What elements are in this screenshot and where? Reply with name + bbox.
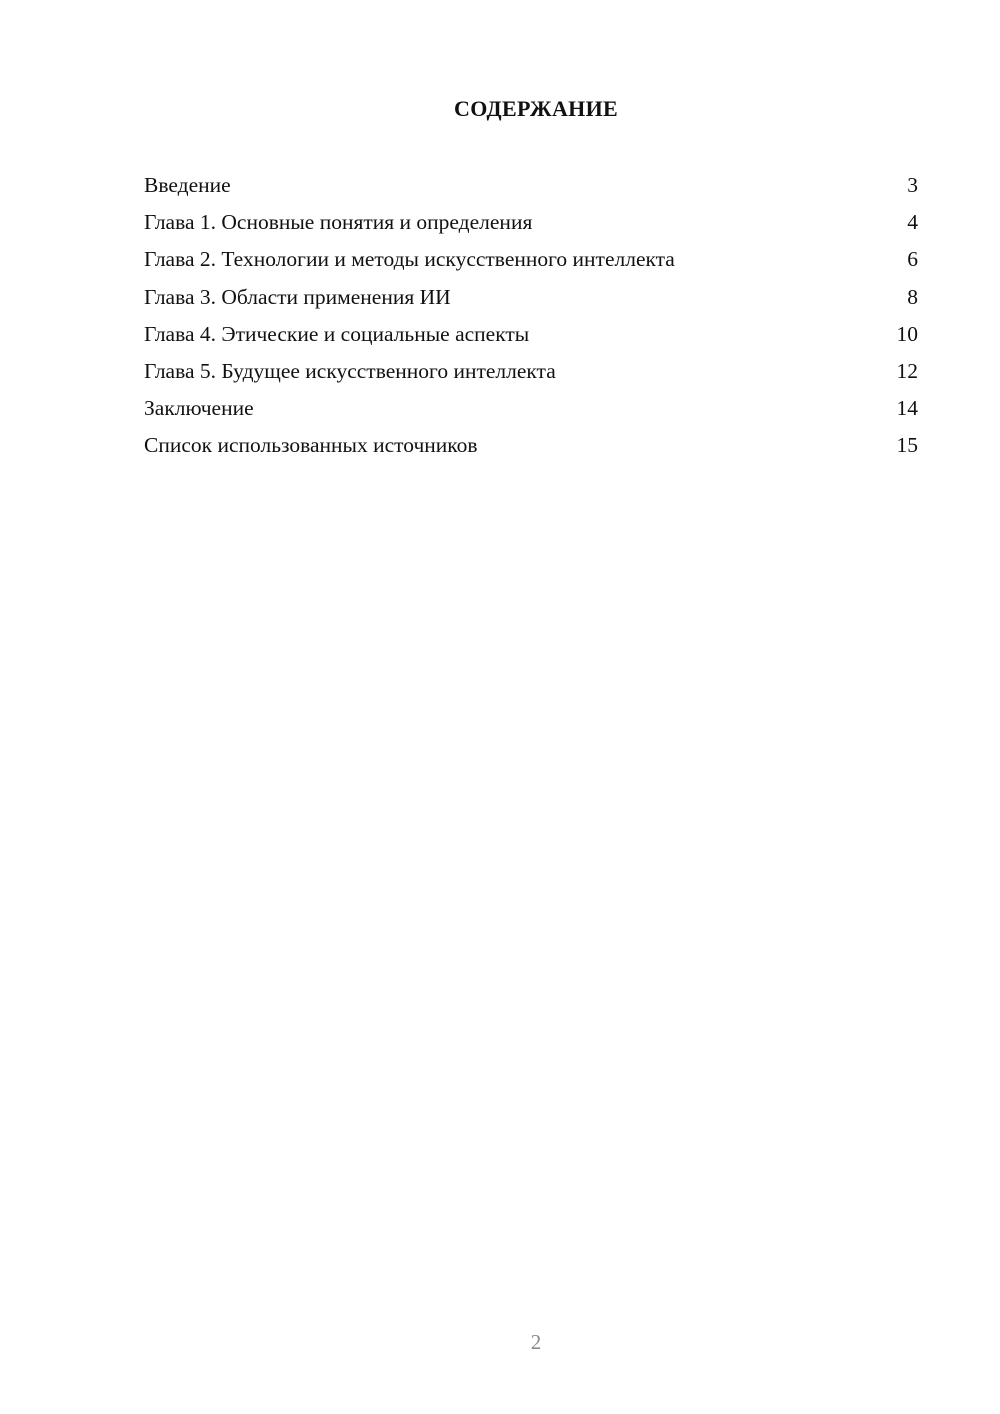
toc-item-references <box>144 428 918 465</box>
toc-item-label: Заключение <box>144 396 254 421</box>
page-number: 2 <box>530 1330 542 1354</box>
toc-item-label: Глава 4. Этические и социальные аспекты <box>144 321 530 346</box>
toc-item-chapter-3 <box>144 280 918 317</box>
toc-item-chapter-2 <box>144 242 918 279</box>
toc-item-label: Список использованных источников <box>144 433 478 458</box>
table-of-contents <box>144 168 918 466</box>
toc-item-page: 12 <box>896 358 918 383</box>
toc-item-page: 4 <box>907 210 918 235</box>
toc-item-page: 10 <box>896 321 918 346</box>
toc-item-chapter-5 <box>144 354 918 391</box>
toc-item-page: 8 <box>907 284 918 309</box>
toc-item-page: 6 <box>907 247 918 272</box>
toc-item-label: Глава 1. Основные понятия и определения <box>144 210 533 235</box>
toc-item-page: 15 <box>896 433 918 458</box>
toc-item-label: Глава 2. Технологии и методы искусственного интеллекта <box>144 247 675 272</box>
toc-item-page: 3 <box>907 173 918 197</box>
toc-item-introduction <box>144 168 918 205</box>
toc-item-label: Глава 3. Области применения ИИ <box>144 284 451 309</box>
toc-heading: СОДЕРЖАНИЕ <box>454 96 618 121</box>
toc-item-chapter-1 <box>144 205 918 242</box>
toc-item-chapter-4 <box>144 317 918 354</box>
toc-item-label: Введение <box>144 173 231 197</box>
toc-item-page: 14 <box>896 396 918 421</box>
toc-item-conclusion <box>144 391 918 428</box>
toc-item-label: Глава 5. Будущее искусственного интеллекта <box>144 358 556 383</box>
